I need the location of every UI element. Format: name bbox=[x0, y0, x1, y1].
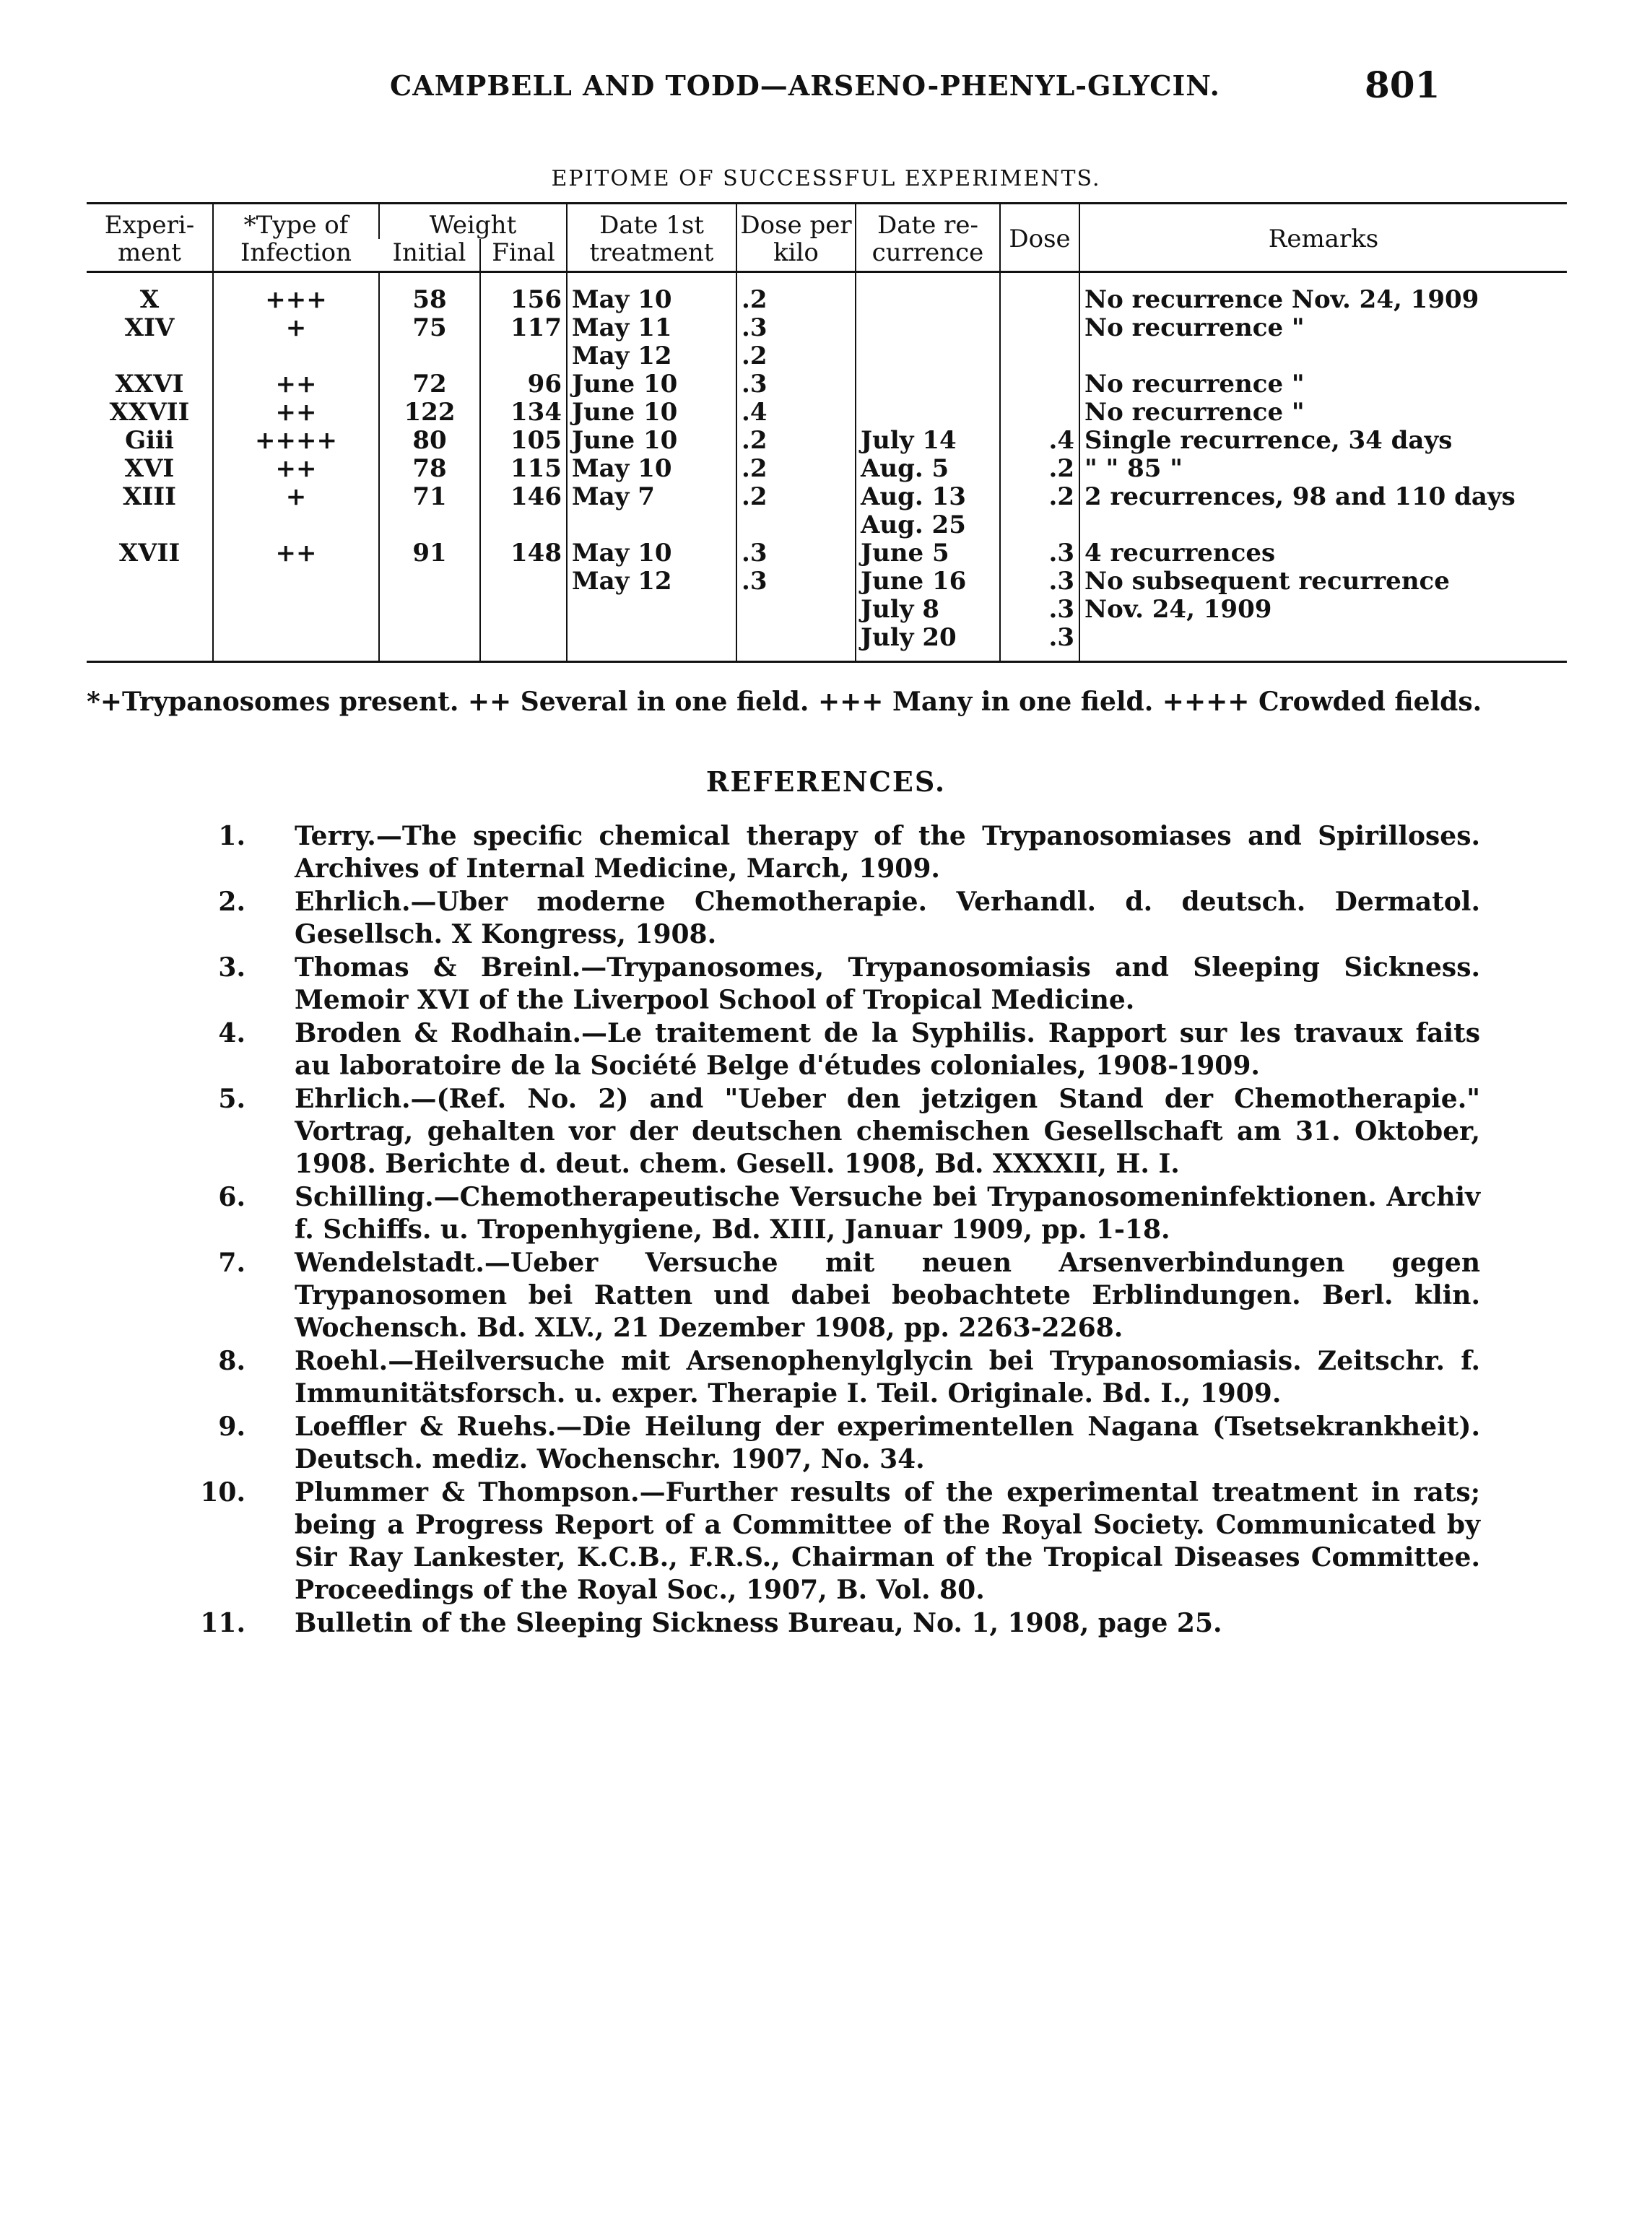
cell-type-of-infection bbox=[213, 342, 379, 370]
cell-type-of-infection: ++++ bbox=[213, 427, 379, 455]
cell-weight-initial: 71 bbox=[379, 483, 480, 511]
cell-weight-final: 148 bbox=[480, 539, 567, 568]
cell-weight-initial: 58 bbox=[379, 272, 480, 315]
cell-remarks bbox=[1079, 511, 1567, 539]
cell-experiment bbox=[87, 596, 213, 624]
reference-item bbox=[202, 1411, 1480, 1476]
cell-dose bbox=[1000, 342, 1079, 370]
reference-item bbox=[202, 886, 1480, 951]
table-row bbox=[87, 568, 1567, 596]
cell-remarks: No recurrence " bbox=[1079, 370, 1567, 399]
cell-weight-initial bbox=[379, 596, 480, 624]
cell-dose-per-kilo: .2 bbox=[736, 272, 856, 315]
cell-date-first-treatment: June 10 bbox=[567, 427, 736, 455]
reference-text: Ehrlich.—Uber moderne Chemotherapie. Verhandl. d. deutsch. Dermatol. Gesellsch. X Kongress, 1908. bbox=[295, 887, 1480, 949]
cell-dose-per-kilo: .4 bbox=[736, 399, 856, 427]
reference-text: Terry.—The specific chemical therapy of the Trypanosomiases and Spirilloses. Archives of Internal Medicine, March, 1909. bbox=[295, 821, 1480, 884]
cell-dose-per-kilo bbox=[736, 511, 856, 539]
cell-weight-initial: 122 bbox=[379, 399, 480, 427]
reference-number: 8. bbox=[218, 1346, 245, 1376]
cell-weight-final: 105 bbox=[480, 427, 567, 455]
header-weight: Weight bbox=[379, 204, 567, 240]
cell-dose: .2 bbox=[1000, 455, 1079, 483]
table-footnote: *+Trypanosomes present. ++ Several in one field. +++ Many in one field. ++++ Crowded fields. bbox=[87, 687, 1482, 717]
cell-type-of-infection: ++ bbox=[213, 455, 379, 483]
table-body bbox=[87, 272, 1567, 662]
header-type-of-infection: *Type of Infection bbox=[213, 204, 379, 272]
reference-number: 1. bbox=[218, 821, 245, 851]
cell-type-of-infection bbox=[213, 568, 379, 596]
cell-weight-initial bbox=[379, 342, 480, 370]
cell-dose-per-kilo bbox=[736, 624, 856, 662]
table-row bbox=[87, 399, 1567, 427]
cell-remarks: 4 recurrences bbox=[1079, 539, 1567, 568]
reference-number: 7. bbox=[218, 1248, 245, 1278]
reference-number: 3. bbox=[218, 952, 245, 983]
cell-experiment: XIV bbox=[124, 313, 175, 342]
reference-text: Loeffler & Ruehs.—Die Heilung der experimentellen Nagana (Tsetsekrankheit). Deutsch. mediz. Wochenschr. 1907, No. 34. bbox=[295, 1412, 1480, 1474]
table-row bbox=[87, 511, 1567, 539]
cell-experiment bbox=[87, 568, 213, 596]
cell-date-recurrence: June 5 bbox=[856, 539, 1000, 568]
cell-weight-initial bbox=[379, 568, 480, 596]
cell-date-first-treatment: May 12 bbox=[567, 342, 736, 370]
cell-experiment bbox=[87, 624, 213, 662]
cell-dose-per-kilo: .2 bbox=[736, 342, 856, 370]
reference-item bbox=[202, 1477, 1480, 1607]
reference-item bbox=[202, 1607, 1480, 1640]
reference-text: Roehl.—Heilversuche mit Arsenophenylglycin bei Trypanosomiasis. Zeitschr. f. Immunitätsforsch. u. exper. Therapie I. Teil. Originale. Bd. I., 1909. bbox=[295, 1346, 1480, 1409]
reference-item bbox=[202, 1345, 1480, 1410]
cell-date-recurrence bbox=[856, 342, 1000, 370]
cell-remarks: No recurrence " bbox=[1079, 399, 1567, 427]
cell-date-first-treatment: May 12 bbox=[567, 568, 736, 596]
cell-weight-final: 96 bbox=[480, 370, 567, 399]
cell-weight-initial bbox=[379, 624, 480, 662]
cell-type-of-infection bbox=[213, 511, 379, 539]
cell-weight-final: 115 bbox=[480, 455, 567, 483]
cell-dose bbox=[1000, 272, 1079, 315]
cell-date-first-treatment bbox=[567, 511, 736, 539]
cell-remarks: 2 recurrences, 98 and 110 days bbox=[1079, 483, 1567, 511]
cell-weight-final bbox=[480, 511, 567, 539]
reference-number: 5. bbox=[218, 1084, 245, 1114]
cell-experiment: XVII bbox=[118, 539, 181, 568]
reference-number: 10. bbox=[200, 1477, 245, 1508]
cell-date-recurrence: Aug. 13 bbox=[856, 483, 1000, 511]
cell-date-first-treatment: May 10 bbox=[567, 272, 736, 315]
cell-experiment: XVI bbox=[124, 454, 175, 483]
cell-weight-initial bbox=[379, 511, 480, 539]
cell-date-recurrence: July 8 bbox=[856, 596, 1000, 624]
table-row bbox=[87, 427, 1567, 455]
cell-dose: .3 bbox=[1000, 568, 1079, 596]
cell-remarks: Single recurrence, 34 days bbox=[1079, 427, 1567, 455]
cell-date-recurrence bbox=[856, 272, 1000, 315]
cell-date-first-treatment: June 10 bbox=[567, 370, 736, 399]
cell-weight-final bbox=[480, 596, 567, 624]
cell-type-of-infection bbox=[213, 624, 379, 662]
cell-date-first-treatment bbox=[567, 596, 736, 624]
cell-type-of-infection: + bbox=[213, 314, 379, 342]
page-number: 801 bbox=[1365, 64, 1440, 106]
cell-experiment: XXVII bbox=[109, 398, 190, 427]
cell-date-first-treatment: May 10 bbox=[567, 539, 736, 568]
reference-text: Schilling.—Chemotherapeutische Versuche bei Trypanosomeninfektionen. Archiv f. Schiffs. u. Tropenhygiene, Bd. XIII, Januar 1909, pp. 1-18. bbox=[295, 1182, 1480, 1245]
reference-text: Plummer & Thompson.—Further results of the experimental treatment in rats; being a Progress Report of a Committee of the Royal Society. Communicated by Sir Ray Lankester, K.C.B., F.R.S., Chairman of the Tropical Diseases Committee. Proceedings of the Royal Soc., 1907, B. Vol. 80. bbox=[295, 1477, 1480, 1605]
running-title: CAMPBELL AND TODD—ARSENO-PHENYL-GLYCIN. bbox=[390, 69, 1220, 102]
reference-number: 11. bbox=[200, 1608, 245, 1638]
cell-type-of-infection: ++ bbox=[213, 370, 379, 399]
cell-weight-initial: 80 bbox=[379, 427, 480, 455]
cell-remarks: No subsequent recurrence bbox=[1079, 568, 1567, 596]
cell-dose-per-kilo: .2 bbox=[736, 455, 856, 483]
table-row bbox=[87, 455, 1567, 483]
cell-date-recurrence: July 14 bbox=[856, 427, 1000, 455]
header-dose-per-kilo: Dose per kilo bbox=[736, 204, 856, 272]
reference-number: 2. bbox=[218, 887, 245, 917]
reference-item bbox=[202, 952, 1480, 1017]
header-experiment: Experi-ment bbox=[87, 204, 213, 272]
cell-experiment bbox=[87, 342, 213, 370]
cell-dose-per-kilo: .3 bbox=[736, 568, 856, 596]
cell-date-recurrence: Aug. 25 bbox=[856, 511, 1000, 539]
cell-dose: .4 bbox=[1000, 427, 1079, 455]
cell-dose-per-kilo: .3 bbox=[736, 314, 856, 342]
cell-date-first-treatment: May 7 bbox=[567, 483, 736, 511]
reference-item bbox=[202, 1017, 1480, 1082]
cell-dose: .2 bbox=[1000, 483, 1079, 511]
reference-item bbox=[202, 1083, 1480, 1181]
cell-date-recurrence: July 20 bbox=[856, 624, 1000, 662]
table-row bbox=[87, 539, 1567, 568]
table-row bbox=[87, 624, 1567, 662]
cell-weight-final bbox=[480, 624, 567, 662]
table-row bbox=[87, 483, 1567, 511]
cell-dose bbox=[1000, 511, 1079, 539]
cell-weight-initial: 78 bbox=[379, 455, 480, 483]
references-list bbox=[202, 820, 1480, 1640]
table-header-row bbox=[87, 204, 1567, 240]
cell-type-of-infection: + bbox=[213, 483, 379, 511]
cell-remarks: Nov. 24, 1909 bbox=[1079, 596, 1567, 624]
header-remarks: Remarks bbox=[1079, 204, 1567, 272]
cell-weight-final bbox=[480, 568, 567, 596]
cell-dose bbox=[1000, 370, 1079, 399]
table-row bbox=[87, 370, 1567, 399]
reference-number: 6. bbox=[218, 1182, 245, 1212]
cell-remarks: No recurrence Nov. 24, 1909 bbox=[1079, 272, 1567, 315]
cell-type-of-infection: ++ bbox=[213, 399, 379, 427]
cell-weight-initial: 72 bbox=[379, 370, 480, 399]
cell-weight-final: 134 bbox=[480, 399, 567, 427]
cell-dose: .3 bbox=[1000, 596, 1079, 624]
cell-weight-initial: 75 bbox=[379, 314, 480, 342]
cell-weight-final: 146 bbox=[480, 483, 567, 511]
cell-dose bbox=[1000, 314, 1079, 342]
cell-remarks bbox=[1079, 342, 1567, 370]
references-title: REFERENCES. bbox=[705, 765, 947, 798]
cell-dose: .3 bbox=[1000, 624, 1079, 662]
reference-text: Bulletin of the Sleeping Sickness Bureau, No. 1, 1908, page 25. bbox=[295, 1608, 1222, 1638]
cell-date-recurrence: Aug. 5 bbox=[856, 455, 1000, 483]
cell-dose-per-kilo: .2 bbox=[736, 427, 856, 455]
cell-date-recurrence: June 16 bbox=[856, 568, 1000, 596]
cell-remarks: No recurrence " bbox=[1079, 314, 1567, 342]
cell-date-first-treatment: May 11 bbox=[567, 314, 736, 342]
cell-remarks bbox=[1079, 624, 1567, 662]
header-weight-initial: Initial bbox=[379, 239, 480, 272]
cell-date-first-treatment: May 10 bbox=[567, 455, 736, 483]
reference-number: 9. bbox=[218, 1412, 245, 1442]
table-row bbox=[87, 314, 1567, 342]
cell-weight-final bbox=[480, 342, 567, 370]
cell-type-of-infection: ++ bbox=[213, 539, 379, 568]
reference-text: Ehrlich.—(Ref. No. 2) and "Ueber den jetzigen Stand der Chemotherapie." Vortrag, gehalten vor der deutschen chemischen Gesellschaft am 31. Oktober, 1908. Berichte d. deut. chem. Gesell. 1908, Bd. XXXXII, H. I. bbox=[295, 1084, 1480, 1179]
cell-weight-final: 156 bbox=[480, 272, 567, 315]
reference-item bbox=[202, 820, 1480, 885]
cell-type-of-infection: +++ bbox=[213, 272, 379, 315]
cell-experiment: XIII bbox=[122, 482, 177, 511]
header-date-first-treatment: Date 1st treatment bbox=[567, 204, 736, 272]
cell-date-recurrence bbox=[856, 314, 1000, 342]
reference-text: Wendelstadt.—Ueber Versuche mit neuen Arsenverbindungen gegen Trypanosomen bei Ratten und dabei beobachtete Erblindungen. Berl. klin. Wochensch. Bd. XLV., 21 Dezember 1908, pp. 2263-2268. bbox=[295, 1248, 1480, 1343]
table-row bbox=[87, 272, 1567, 315]
experiments-table bbox=[87, 202, 1567, 663]
table-row bbox=[87, 596, 1567, 624]
cell-dose-per-kilo: .2 bbox=[736, 483, 856, 511]
reference-text: Broden & Rodhain.—Le traitement de la Syphilis. Rapport sur les travaux faits au laboratoire de la Société Belge d'études coloniales, 1908-1909. bbox=[295, 1018, 1480, 1081]
reference-item bbox=[202, 1181, 1480, 1246]
cell-weight-final: 117 bbox=[480, 314, 567, 342]
cell-remarks: " " 85 " bbox=[1079, 455, 1567, 483]
cell-experiment: Giii bbox=[125, 426, 174, 455]
reference-text: Thomas & Breinl.—Trypanosomes, Trypanosomiasis and Sleeping Sickness. Memoir XVI of the Liverpool School of Tropical Medicine. bbox=[295, 952, 1480, 1015]
cell-date-recurrence bbox=[856, 370, 1000, 399]
header-weight-final: Final bbox=[480, 239, 567, 272]
cell-type-of-infection bbox=[213, 596, 379, 624]
cell-dose-per-kilo: .3 bbox=[736, 370, 856, 399]
cell-dose: .3 bbox=[1000, 539, 1079, 568]
header-dose: Dose bbox=[1000, 204, 1079, 272]
cell-date-recurrence bbox=[856, 399, 1000, 427]
cell-date-first-treatment bbox=[567, 624, 736, 662]
header-date-recurrence: Date re-currence bbox=[856, 204, 1000, 272]
cell-dose-per-kilo: .3 bbox=[736, 539, 856, 568]
cell-experiment: XXVI bbox=[115, 370, 184, 399]
reference-item bbox=[202, 1247, 1480, 1344]
cell-weight-initial: 91 bbox=[379, 539, 480, 568]
cell-experiment bbox=[87, 511, 213, 539]
cell-experiment: X bbox=[139, 285, 160, 314]
table-row bbox=[87, 342, 1567, 370]
cell-date-first-treatment: June 10 bbox=[567, 399, 736, 427]
table-title: EPITOME OF SUCCESSFUL EXPERIMENTS. bbox=[551, 166, 1101, 191]
reference-number: 4. bbox=[218, 1018, 245, 1048]
cell-dose bbox=[1000, 399, 1079, 427]
cell-dose-per-kilo bbox=[736, 596, 856, 624]
